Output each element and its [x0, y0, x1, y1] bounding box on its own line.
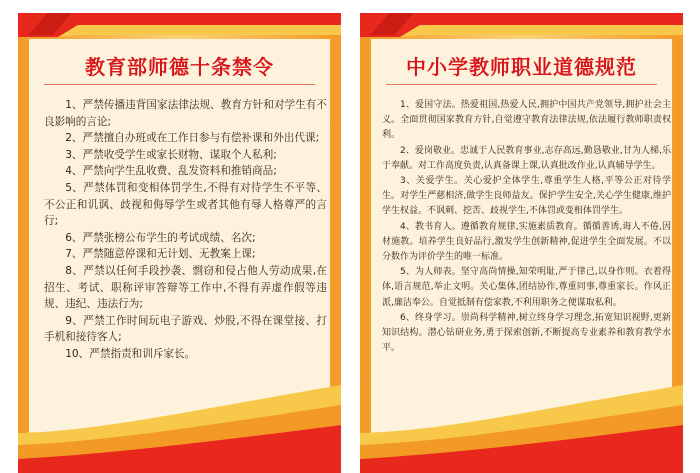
list-item: 10、严禁指责和训斥家长。 — [65, 347, 196, 360]
poster-teacher-professional-ethics — [360, 13, 683, 473]
list-item: 3、严禁收受学生或家长财物、谋取个人私利; — [65, 148, 277, 161]
list-item: 8、严禁以任何手段抄袭、剽窃和侵占他人劳动成果,在招生、考试、职称评审答辩等工作中,不得有弄虚作假等违规、违纪、违法行为; — [44, 264, 327, 311]
poster-title: 中小学教师职业道德规范 — [406, 55, 637, 79]
poster-teacher-ethics-prohibitions — [18, 13, 341, 473]
list-item: 2、爱岗敬业。忠诚于人民教育事业,志存高远,勤恳敬业,甘为人梯,乐于奉献。对工作高度负责,认真备课上课,认真批改作业,认真辅导学生。 — [382, 145, 671, 171]
list-item: 5、为人师表。坚守高尚情操,知荣明耻,严于律己,以身作则。衣着得体,语言规范,举止文明。关心集体,团结协作,尊重同事,尊重家长。作风正派,廉洁奉公。自觉抵制有偿家教,不利用职务之便谋取私利。 — [382, 267, 671, 308]
ethics-code-list — [382, 98, 671, 356]
list-item: 4、教书育人。遵循教育规律,实施素质教育。循循善诱,诲人不倦,因材施教。培养学生良好品行,激发学生创新精神,促进学生全面发展。不以分数作为评价学生的唯一标准。 — [382, 221, 671, 263]
list-item: 6、严禁张榜公布学生的考试成绩、名次; — [65, 231, 256, 244]
list-item: 3、关爱学生。关心爱护全体学生,尊重学生人格,平等公正对待学生。对学生严慈相济,做学生良师益友。保护学生安全,关心学生健康,维护学生权益。不讽刺、挖苦、歧视学生,不体罚或变相体罚学生。 — [382, 176, 671, 217]
list-item: 4、严禁向学生乱收费、乱发资料和推销商品; — [65, 165, 277, 178]
list-item: 5、严禁体罚和变相体罚学生,不得有对待学生不平等、不公正和讥讽、歧视和侮辱学生或者其他有辱人格尊严的言行; — [44, 181, 327, 228]
list-item: 7、严禁随意停课和无计划、无教案上课; — [65, 248, 256, 261]
list-item: 1、爱国守法。热爱祖国,热爱人民,拥护中国共产党领导,拥护社会主义。全面贯彻国家教育方针,自觉遵守教育法律法规,依法履行教师职责权利。 — [382, 100, 671, 141]
list-item: 6、终身学习。崇尚科学精神,树立终身学习理念,拓宽知识视野,更新知识结构。潜心钻研业务,勇于探索创新,不断提高专业素养和教育教学水平。 — [382, 312, 671, 354]
list-item: 1、严禁传播违背国家法律法规、教育方针和对学生有不良影响的言论; — [44, 99, 327, 128]
list-item: 9、严禁工作时间玩电子游戏、炒股,不得在课堂接、打手机和接待客人; — [44, 314, 327, 344]
poster-title: 教育部师德十条禁令 — [85, 55, 274, 79]
prohibition-list — [44, 97, 327, 363]
title-divider — [44, 84, 315, 85]
title-divider — [386, 84, 657, 85]
list-item: 2、严禁擅自办班或在工作日参与有偿补课和外出代课; — [65, 132, 320, 145]
